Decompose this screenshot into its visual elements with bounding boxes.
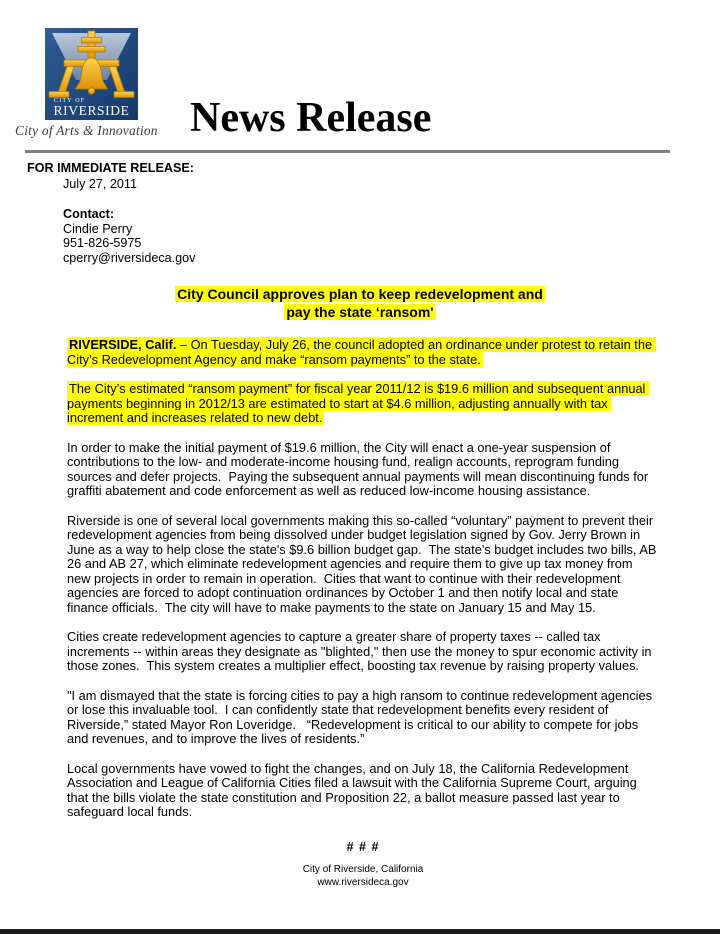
paragraph-mayor-quote: "I am dismayed that the state is forcing cities to pay a high ransom to continue redevelopment agencies or lose this invaluable tool. I can confidently state that redevelopment benefits every resident of Riverside,” stated Mayor Ron Loveridge. “Redevelopment is critical to our ability to compete for jobs and revenues, and to improve the lives of residents.” bbox=[67, 687, 656, 746]
paragraph-initial-payment: In order to make the initial payment of $19.6 million, the City will enact a one-year suspension of contributions to the low- and moderate-income housing fund, realign accounts, reprogram funding sources and defer projects. Paying the subsequent annual payments will mean discontinuing funds for graffiti abatement and code enforcement as well as reduced low-income housing assistance. bbox=[67, 439, 652, 498]
header-divider bbox=[25, 150, 670, 153]
contact-name: Cindie Perry bbox=[63, 221, 133, 236]
contact-email: cperry@riversideca.gov bbox=[63, 250, 196, 265]
logo-city-of-text: CITY OF bbox=[54, 98, 86, 104]
article-body bbox=[67, 338, 659, 889]
paragraph-lawsuit: Local governments have vowed to fight the changes, and on July 18, the California Redevelopment Association and League of California Cities filed a lawsuit with the California Supreme Court, arguing that the bills violate the state constitution and Proposition 22, a ballot measure passed last year to safeguard local funds. bbox=[67, 760, 641, 819]
page-bottom-edge bbox=[0, 929, 720, 934]
paragraph-ransom-amounts: The City’s estimated “ransom payment” for fiscal year 2011/12 is $19.6 million and subsequent annual payments beginning in 2012/13 are estimated to start at $4.6 million, adjusting annually with tax increment and increases related to new debt. bbox=[67, 381, 649, 425]
page-title: News Release bbox=[190, 95, 432, 141]
logo-tagline: City of Arts & Innovation bbox=[15, 123, 158, 138]
contact-label: Contact: bbox=[63, 207, 115, 221]
paragraph-tax-increments: Cities create redevelopment agencies to capture a greater share of property taxes -- called tax increments -- within areas they designate as "blighted," then use the money to spur economic activity in those zones. This system creates a multiplier effect, boosting tax revenue by raising property values. bbox=[67, 629, 656, 673]
release-date: July 27, 2011 bbox=[63, 177, 137, 191]
logo-riverside-text: RIVERSIDE bbox=[53, 103, 130, 118]
end-mark: # # # bbox=[346, 839, 380, 854]
for-immediate-release-label: FOR IMMEDIATE RELEASE: bbox=[27, 161, 194, 175]
paragraph-dateline: RIVERSIDE, Calif. – On Tuesday, July 26, the council adopted an ordinance under protest to retain the City’s Redevelopment Agency and make “ransom payments” to the state. bbox=[67, 337, 656, 367]
contact-block bbox=[63, 207, 195, 265]
footer-website: www.riversideca.gov bbox=[317, 876, 409, 888]
raincross-bell-icon bbox=[45, 28, 138, 120]
footer-organization: City of Riverside, California bbox=[302, 864, 424, 875]
contact-phone: 951-826-5975 bbox=[63, 236, 142, 251]
headline-line-2: pay the state ‘ransom' bbox=[286, 303, 434, 320]
paragraph-state-budget: Riverside is one of several local governments making this so-called “voluntary” payment to prevent their redevelopment agencies from being dissolved under budget legislation signed by Gov. Jerry Brown in June as a way to help close the state's $9.6 billion budget gap. The state's budget includes two bills, AB 26 and AB 27, which eliminate redevelopment agencies and require them to give up tax money from new projects in order to remain in operation. Cities that want to continue with their redevelopment agencies are forced to adopt continuation ordinances by October 1 and then notify local and state finance officials. The city will have to make payments to the state on January 15 and May 15. bbox=[67, 512, 660, 615]
riverside-raincross-logo bbox=[45, 28, 138, 120]
headline-line-1: City Council approves plan to keep redevelopment and bbox=[177, 286, 543, 302]
headline bbox=[0, 286, 720, 321]
